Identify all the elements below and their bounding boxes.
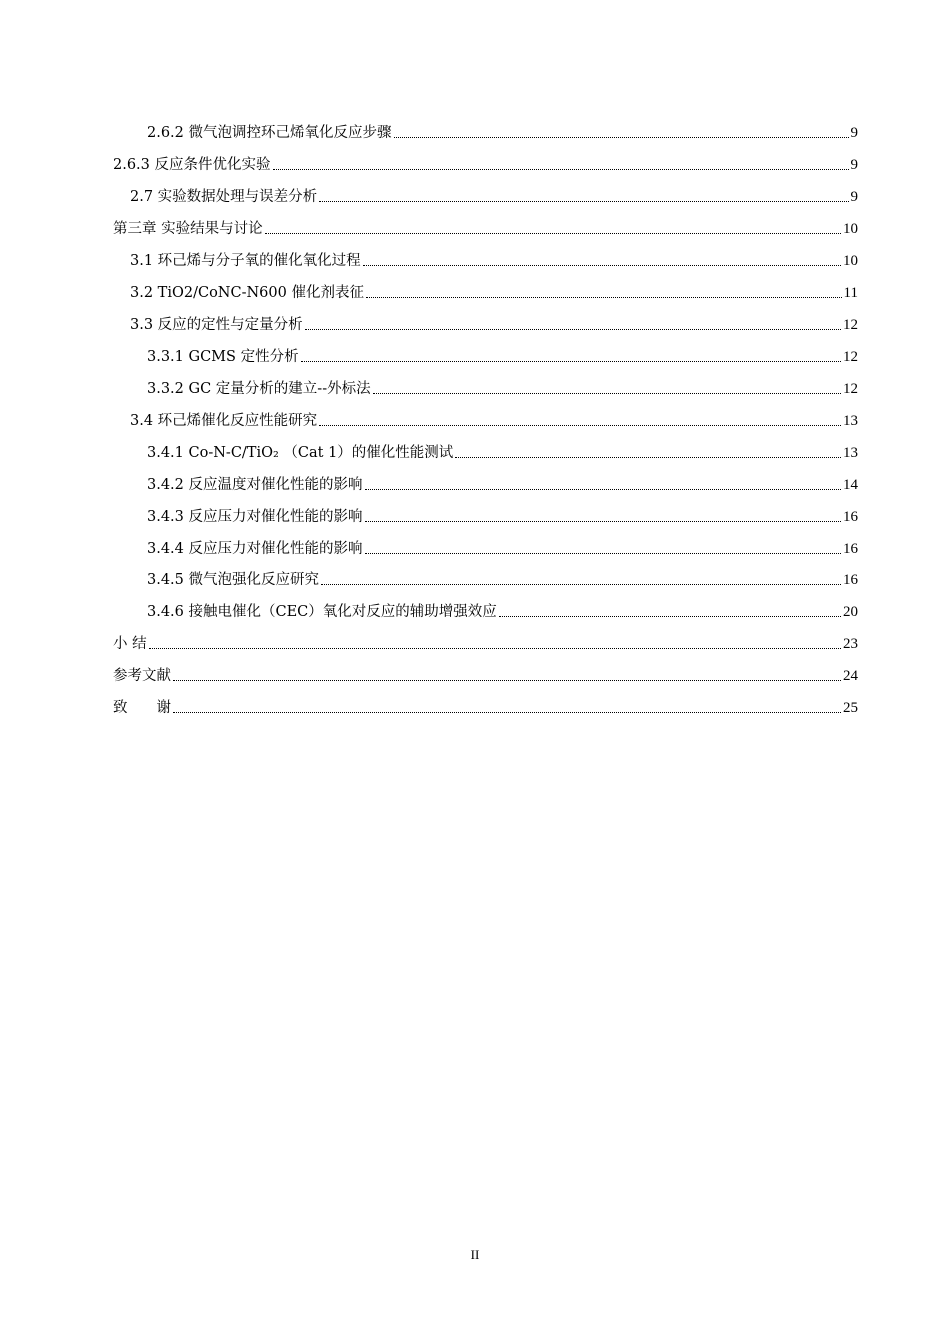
toc-dot-leader: [273, 169, 849, 170]
toc-dot-leader: [499, 616, 841, 617]
toc-dot-leader: [319, 201, 848, 202]
toc-entry[interactable]: [147, 378, 858, 400]
toc-dot-leader: [319, 425, 841, 426]
toc-entry-title: 致 谢: [113, 700, 171, 716]
toc-entry-page: 9: [850, 157, 858, 173]
toc-entry-title: 3.3.1 GCMS 定性分析: [147, 349, 299, 365]
toc-dot-leader: [301, 361, 841, 362]
toc-entry-page: 24: [843, 668, 858, 684]
toc-entry-page: 16: [843, 541, 858, 557]
toc-entry-page: 20: [843, 604, 858, 620]
toc-entry[interactable]: [147, 474, 858, 496]
toc-dot-leader: [394, 137, 849, 138]
toc-entry-chapter[interactable]: [113, 665, 858, 687]
page-number-footer: II: [470, 1247, 480, 1262]
toc-entry-title: 3.4.6 接触电催化（CEC）氧化对反应的辅助增强效应: [147, 604, 497, 620]
toc-entry-page: 16: [843, 509, 858, 525]
toc-entry-chapter[interactable]: [113, 633, 858, 655]
toc-entry[interactable]: [130, 282, 858, 304]
toc-entry-title: 3.4.4 反应压力对催化性能的影响: [147, 541, 363, 557]
toc-entry-page: 10: [843, 253, 858, 269]
toc-entry[interactable]: [147, 442, 858, 464]
toc-entry-page: 9: [850, 125, 858, 141]
toc-entry-title: 小 结: [113, 636, 147, 652]
toc-entry[interactable]: [113, 154, 858, 176]
toc-dot-leader: [373, 393, 841, 394]
toc-dot-leader: [305, 329, 841, 330]
toc-entry-title: 3.4.5 微气泡强化反应研究: [147, 572, 320, 588]
toc-entry-title: 2.6.3 反应条件优化实验: [113, 157, 271, 173]
toc-entry[interactable]: [147, 601, 858, 623]
toc-entry-title: 2.7 实验数据处理与误差分析: [130, 189, 318, 205]
toc-entry-page: 25: [843, 700, 858, 716]
toc-entry-title: 3.4.1 Co-N-C/TiO₂ （Cat 1）的催化性能测试: [147, 445, 454, 461]
toc-entry-page: 14: [843, 477, 858, 493]
toc-entry[interactable]: [130, 314, 858, 336]
toc-entry-page: 13: [843, 413, 858, 429]
toc-dot-leader: [365, 521, 841, 522]
toc-dot-leader: [173, 712, 841, 713]
toc-dot-leader: [265, 233, 841, 234]
toc-entry-title: 2.6.2 微气泡调控环己烯氧化反应步骤: [147, 125, 392, 141]
toc-entry[interactable]: [130, 250, 858, 272]
toc-entry-page: 11: [843, 285, 858, 301]
toc-dot-leader: [366, 297, 842, 298]
toc-dot-leader: [363, 265, 841, 266]
toc-entry-page: 13: [843, 445, 858, 461]
toc-entry-title: 3.4.3 反应压力对催化性能的影响: [147, 509, 363, 525]
toc-entry-page: 16: [843, 572, 858, 588]
toc-dot-leader: [321, 584, 841, 585]
toc-entry-page: 9: [850, 189, 858, 205]
toc-entry-title: 3.4 环己烯催化反应性能研究: [130, 413, 318, 429]
toc-entry[interactable]: [147, 122, 858, 144]
toc-entry-title: 3.4.2 反应温度对催化性能的影响: [147, 477, 363, 493]
toc-entry-title: 3.3 反应的定性与定量分析: [130, 317, 303, 333]
toc-entry-page: 12: [843, 317, 858, 333]
toc-entry[interactable]: [130, 410, 858, 432]
toc-dot-leader: [365, 489, 841, 490]
toc-entry-page: 10: [843, 221, 858, 237]
toc-entry[interactable]: [147, 506, 858, 528]
toc-entry-page: 12: [843, 349, 858, 365]
toc-dot-leader: [455, 457, 841, 458]
toc-dot-leader: [149, 648, 841, 649]
toc-dot-leader: [173, 680, 841, 681]
toc-entry-title: 3.3.2 GC 定量分析的建立--外标法: [147, 381, 371, 397]
toc-entry-chapter[interactable]: [113, 218, 858, 240]
toc-entry-title: 参考文献: [113, 668, 171, 684]
toc-entry-title: 3.2 TiO2/CoNC-N600 催化剂表征: [130, 285, 364, 301]
toc-entry-title: 3.1 环己烯与分子氧的催化氧化过程: [130, 253, 361, 269]
toc-entry[interactable]: [147, 538, 858, 560]
toc-entry[interactable]: [130, 186, 858, 208]
toc-entry-title: 第三章 实验结果与讨论: [113, 221, 263, 237]
toc-entry-page: 12: [843, 381, 858, 397]
toc-entry[interactable]: [147, 346, 858, 368]
toc-entry-page: 23: [843, 636, 858, 652]
toc-dot-leader: [365, 553, 841, 554]
toc-entry-chapter[interactable]: [113, 697, 858, 719]
toc-entry[interactable]: [147, 569, 858, 591]
